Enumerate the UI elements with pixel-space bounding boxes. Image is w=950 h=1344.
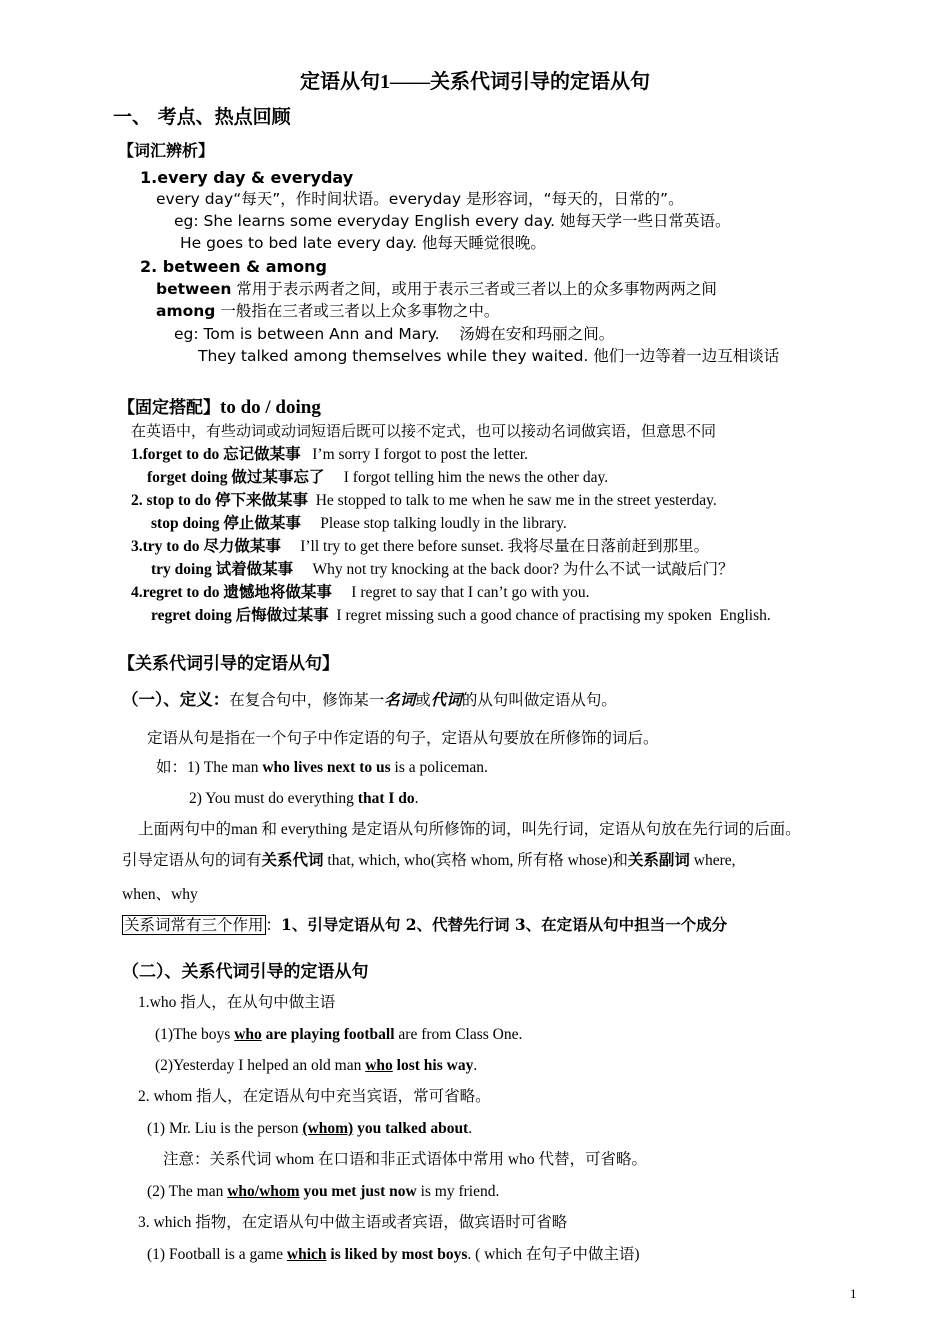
fixed-heading-en: to do / doing — [220, 397, 321, 418]
example-text: . ( which 在句子中做主语) — [467, 1246, 640, 1263]
definition-text: 的从句叫做定语从句。 — [461, 691, 617, 709]
roles-list: 1、引导定语从句 2、代替先行词 3、在定语从句中担当一个成分 — [281, 915, 728, 934]
who-example-1 — [155, 1026, 522, 1045]
whom-example-1 — [147, 1120, 472, 1139]
vocab-heading: 【词汇辨析】 — [118, 141, 215, 160]
example-clause: are playing football — [261, 1026, 395, 1043]
relative-pronoun-term: 关系代词 — [261, 852, 324, 869]
paragraph-2: 上面两句中的man 和 everything 是定语从句所修饰的词，叫先行词，定语从句放在先行词的后面。 — [138, 821, 801, 838]
fixed-row-text: I’ll try to get there before sunset. 我将尽量在日落前赶到那里。 — [280, 538, 710, 555]
among-desc: 一般指在三者或三者以上众多事物之中。 — [215, 302, 500, 320]
page-title: 定语从句1——关系代词引导的定语从句 — [300, 71, 650, 93]
fixed-row — [147, 469, 608, 488]
fixed-row-label: 2. stop to do 停下来做某事 — [131, 492, 308, 509]
fixed-row-text: I’m sorry I forgot to post the letter. — [300, 446, 529, 463]
example-text: . — [468, 1120, 473, 1137]
relative-adverb-term: 关系副词 — [627, 852, 690, 869]
definition-pronoun: 代词 — [430, 690, 462, 709]
paragraph-3 — [122, 852, 736, 871]
example-clause: you met just now — [299, 1183, 417, 1200]
page-number: 1 — [850, 1286, 857, 1301]
who-example-2 — [155, 1057, 477, 1076]
example-clause: that I do — [357, 790, 415, 807]
who-heading: 1.who 指人，在从句中做主语 — [138, 994, 336, 1011]
vocab-item2-example1: eg: Tom is between Ann and Mary. 汤姆在安和玛丽之间。 — [174, 325, 615, 343]
example-text: 如：1) The man — [156, 759, 263, 776]
paragraph-text: where, — [689, 852, 736, 869]
fixed-row-text: Why not try knocking at the back door? 为什么不试一试敲后门？ — [293, 561, 734, 578]
example-text: (1)The boys — [155, 1026, 235, 1043]
relative-word: who — [365, 1057, 393, 1074]
relative-word: who/whom — [227, 1183, 300, 1200]
fixed-row — [131, 584, 589, 603]
example-text: (1) Mr. Liu is the person — [147, 1120, 303, 1137]
vocab-item1-example1: eg: She learns some everyday English every day. 她每天学一些日常英语。 — [174, 212, 731, 230]
example-clause: who lives next to us — [262, 759, 391, 776]
example-text: is my friend. — [416, 1183, 500, 1200]
definition-text: 或 — [415, 691, 431, 709]
fixed-row-text: I regret to say that I can’t go with you. — [331, 584, 590, 601]
paragraph-text: 引导定语从句的词有 — [122, 852, 262, 869]
fixed-row-label: 3.try to do 尽力做某事 — [131, 538, 281, 555]
definition-label: （一）、定义： — [122, 690, 230, 709]
fixed-row-text: I forgot telling him the news the other day. — [324, 469, 609, 486]
between-desc: 常用于表示两者之间，或用于表示三者或三者以上的众多事物两两之间 — [231, 280, 717, 298]
example-text: is a policeman. — [390, 759, 488, 776]
fixed-row — [151, 607, 771, 626]
vocab-between-line — [156, 280, 717, 299]
relative-word: (whom) — [302, 1120, 354, 1137]
fixed-row-label: forget doing 做过某事忘了 — [147, 469, 325, 486]
which-heading: 3. which 指物，在定语从句中做主语或者宾语，做宾语时可省略 — [138, 1214, 568, 1231]
fixed-row-label: 4.regret to do 遗憾地将做某事 — [131, 584, 332, 601]
fixed-row-text: Please stop talking loudly in the library. — [300, 515, 567, 532]
example-text: . — [414, 790, 419, 807]
vocab-among-line — [156, 302, 499, 321]
fixed-row-label: 1.forget to do 忘记做某事 — [131, 446, 301, 463]
paragraph-3-cont: when、why — [122, 886, 198, 903]
relative-word: which — [286, 1246, 327, 1263]
vocab-item1-title: 1.every day & everyday — [140, 168, 354, 187]
between-word: between — [156, 280, 232, 298]
example-text: (2) The man — [147, 1183, 228, 1200]
example-clause: lost his way — [392, 1057, 474, 1074]
vocab-item2-example2: They talked among themselves while they waited. 他们一边等着一边互相谈话 — [198, 347, 780, 365]
example-clause: you talked about — [353, 1120, 469, 1137]
fixed-row — [131, 492, 717, 511]
whom-note: 注意：关系代词 whom 在口语和非正式语体中常用 who 代替，可省略。 — [163, 1151, 647, 1168]
whom-example-2 — [147, 1183, 499, 1202]
which-example-1 — [147, 1246, 640, 1265]
relative-word: who — [234, 1026, 262, 1043]
example-1 — [156, 759, 488, 778]
fixed-row — [151, 515, 567, 534]
paragraph-1: 定语从句是指在一个句子中作定语的句子，定语从句要放在所修饰的词后。 — [147, 729, 659, 747]
vocab-item1-desc: every day“每天”，作时间状语。everyday 是形容词，“每天的，日常的”。 — [156, 190, 684, 208]
whom-heading: 2. whom 指人，在定语从句中充当宾语，常可省略。 — [138, 1088, 491, 1105]
fixed-intro: 在英语中，有些动词或动词短语后既可以接不定式，也可以接动名词做宾语，但意思不同 — [131, 424, 717, 440]
vocab-item2-title: 2. between & among — [140, 257, 328, 276]
example-text: (1) Football is a game — [147, 1246, 287, 1263]
example-2 — [189, 790, 419, 809]
subsection-2-heading: （二）、关系代词引导的定语从句 — [122, 962, 369, 982]
roles-line — [122, 916, 727, 935]
example-text: . — [473, 1057, 478, 1074]
roles-boxed-label: 关系词常有三个作用 — [124, 916, 264, 934]
fixed-heading-cn: 【固定搭配】 — [118, 398, 220, 418]
paragraph-text: that, which, who(宾格 whom, 所有格 whose)和 — [323, 852, 628, 869]
section-heading-1: 一、 考点、热点回顾 — [113, 106, 291, 128]
among-word: among — [156, 302, 216, 320]
fixed-row-text: I regret missing such a good chance of practising my spoken English. — [328, 607, 771, 624]
fixed-heading — [118, 396, 321, 420]
example-text: 2) You must do everything — [189, 790, 358, 807]
fixed-row — [131, 446, 528, 465]
definition-text: 在复合句中，修饰某一 — [229, 691, 385, 709]
relative-heading: 【关系代词引导的定语从句】 — [118, 654, 339, 674]
definition-line — [122, 690, 617, 710]
fixed-row — [131, 538, 709, 557]
example-clause: is liked by most boys — [326, 1246, 468, 1263]
roles-colon: ： — [265, 916, 282, 934]
fixed-row-label: stop doing 停止做某事 — [151, 515, 301, 532]
vocab-item1-example2: He goes to bed late every day. 他每天睡觉很晚。 — [180, 234, 546, 252]
fixed-row — [151, 561, 733, 580]
fixed-row-label: try doing 试着做某事 — [151, 561, 294, 578]
example-text: (2)Yesterday I helped an old man — [155, 1057, 366, 1074]
definition-noun: 名词 — [384, 690, 416, 709]
example-text: are from Class One. — [394, 1026, 523, 1043]
fixed-row-text: He stopped to talk to me when he saw me in the street yesterday. — [307, 492, 717, 509]
fixed-row-label: regret doing 后悔做过某事 — [151, 607, 329, 624]
